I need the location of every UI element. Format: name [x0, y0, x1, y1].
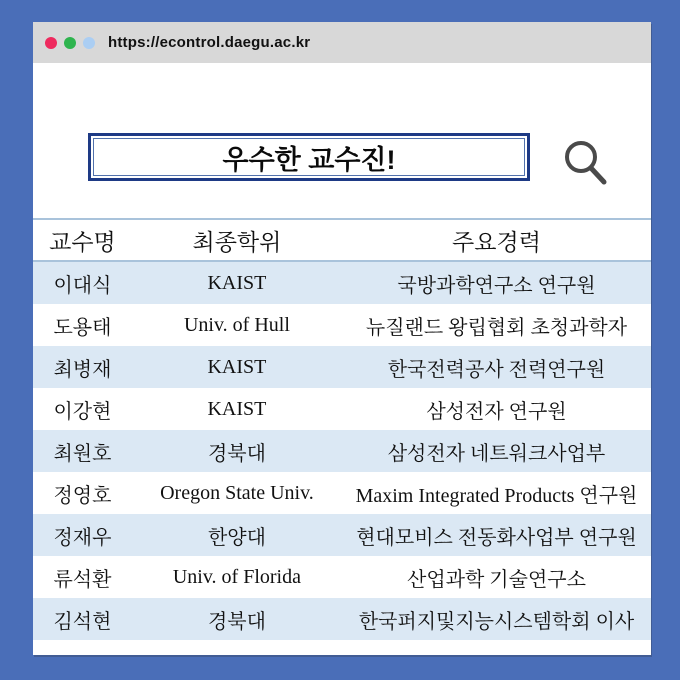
table-row	[33, 556, 651, 598]
career-cell: 삼성전자 네트워크사업부	[387, 442, 606, 465]
browser-window	[33, 22, 651, 655]
professor-name-cell: 김석현	[53, 610, 112, 633]
table-header-row	[33, 218, 651, 262]
table-row	[33, 514, 651, 556]
degree-cell: 경북대	[207, 610, 266, 633]
table-row	[33, 598, 651, 640]
table-row	[33, 262, 651, 304]
professor-name-cell: 도용태	[53, 316, 112, 339]
table-row	[33, 304, 651, 346]
degree-cell: KAIST	[207, 397, 267, 420]
degree-cell: Univ. of Hull	[183, 313, 290, 336]
green-dot[interactable]	[64, 37, 76, 49]
career-cell: 산업과학 기술연구소	[407, 568, 586, 591]
career-cell: 한국퍼지및지능시스템학회 이사	[358, 610, 635, 633]
red-dot[interactable]	[45, 37, 57, 49]
degree-cell: Univ. of Florida	[172, 565, 301, 588]
faculty-table	[33, 218, 651, 640]
professor-name-cell: 류석환	[53, 568, 112, 591]
degree-cell: Oregon State Univ.	[160, 481, 314, 504]
page-content	[33, 63, 651, 655]
search-query-text: 우수한 교수진!	[222, 144, 396, 175]
table-row	[33, 346, 651, 388]
search-icon[interactable]	[559, 137, 613, 191]
professor-name-cell: 최원호	[53, 442, 112, 465]
address-bar-url[interactable]: https://econtrol.daegu.ac.kr	[108, 34, 311, 51]
table-row	[33, 388, 651, 430]
career-cell: 현대모비스 전동화사업부 연구원	[356, 526, 637, 549]
degree-cell: 경북대	[207, 442, 266, 465]
degree-cell: KAIST	[207, 355, 267, 378]
professor-name-cell: 이대식	[53, 274, 112, 297]
professor-name-cell: 정재우	[53, 526, 112, 549]
career-cell: 뉴질랜드 왕립협회 초청과학자	[365, 316, 628, 339]
professor-name-cell: 정영호	[53, 484, 112, 507]
column-header-name: 교수명	[49, 229, 116, 255]
professor-name-cell: 최병재	[53, 358, 112, 381]
degree-cell: KAIST	[207, 271, 267, 294]
table-row	[33, 430, 651, 472]
table-body	[33, 262, 651, 640]
degree-cell: 한양대	[207, 526, 266, 549]
professor-name-cell: 이강현	[53, 400, 112, 423]
career-cell: 국방과학연구소 연구원	[397, 274, 596, 297]
column-header-career: 주요경력	[452, 229, 541, 255]
blue-dot[interactable]	[83, 37, 95, 49]
browser-titlebar	[33, 22, 651, 63]
table-row	[33, 472, 651, 514]
career-cell: 삼성전자 연구원	[426, 400, 567, 423]
career-cell: Maxim Integrated Products 연구원	[355, 484, 638, 507]
column-header-degree: 최종학위	[192, 229, 282, 255]
career-cell: 한국전력공사 전력연구원	[387, 358, 606, 381]
search-input[interactable]	[88, 133, 530, 181]
traffic-lights	[45, 37, 95, 49]
